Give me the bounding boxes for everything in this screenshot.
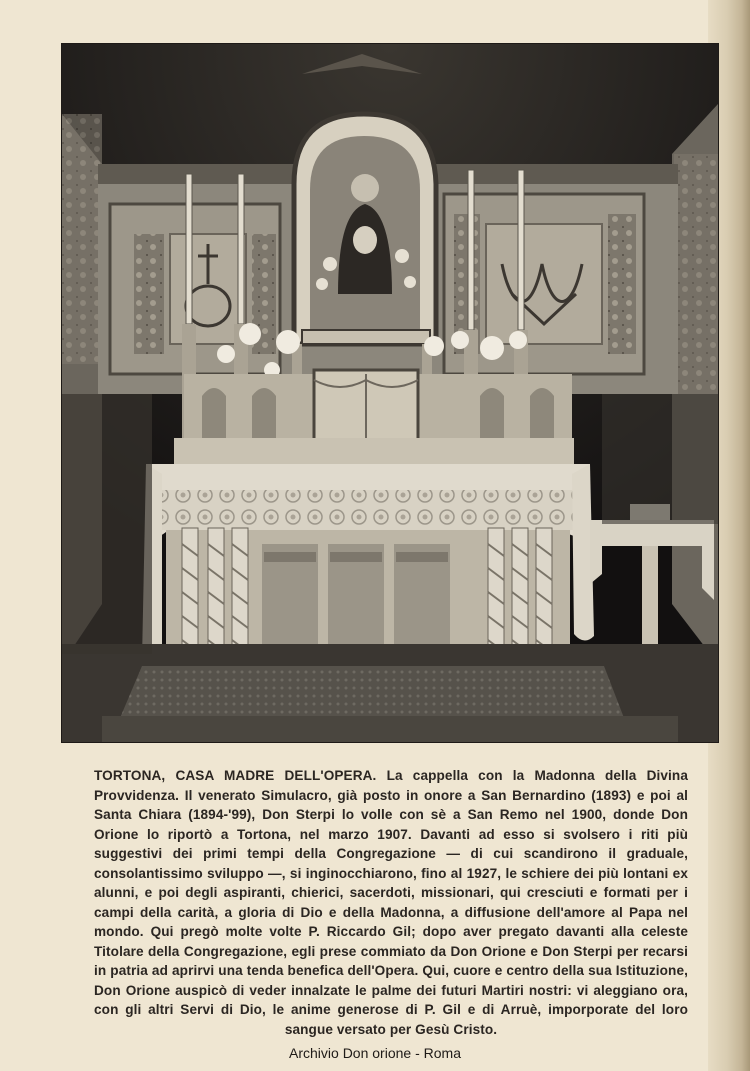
chapel-altar-photo	[62, 44, 718, 742]
caption-lead: TORTONA, CASA MADRE DELL'OPERA.	[94, 768, 377, 783]
caption-body: La cappella con la Madonna della Divina Provvidenza. Il venerato Simulacro, già posto in onore a San Bernardino (1893) e poi al Santa Chiara (1894-'99), Don Sterpi lo volle con sè a San Remo nel 1900, donde Don Orione lo riportò a Tortona, nel marzo 1907. Davanti ad esso si svolsero i riti più suggestivi dei primi tempi della Congregazione — di cui scandirono il graduale, consolantissimo sviluppo —, si inginocchiarono, fino al 1927, le schiere dei più lontani ex alunni, e poi degli aspiranti, chierici, sacerdoti, missionari, qui cresciuti e formati per i campi della carità, a gloria di Dio e della Madonna, a diffusione dell'amore al Papa nel mondo. Qui pregò molte volte P. Riccardo Gil; dopo aver pregato davanti alla celeste Titolare della Congregazione, egli prese commiato da Don Orione e Don Sterpi per recarsi in patria ad aprirvi una tenda benefica dell'Opera. Qui, cuore e centro della sua Istituzione, Don Orione auspicò di veder innalzate le palme dei futuri Martiri nostri: vi aleggiano ora, con gli altri Servi di Dio, le anime generose di P. Gil e di Arruè, imporporate del loro sangue versato per Gesù Cristo.	[94, 768, 688, 1037]
archive-label: Archivio Don orione - Roma	[289, 1045, 461, 1061]
photo-caption	[94, 766, 688, 1039]
